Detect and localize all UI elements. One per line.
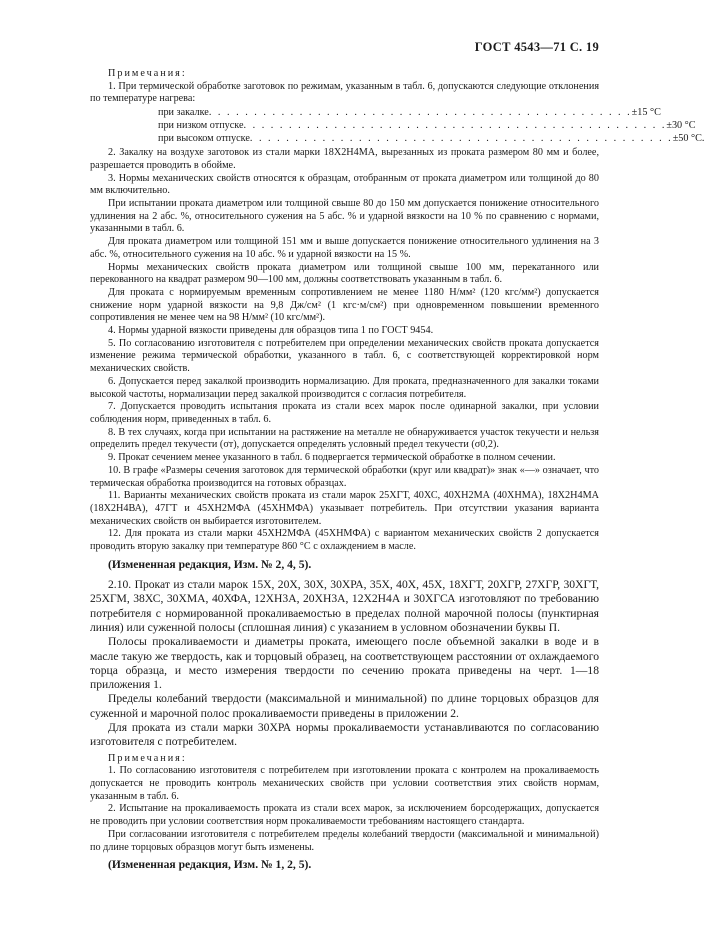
note-2: 2. Испытание на прокаливаемость проката из стали всех марок, за исключением борсодержащих, допускается не проводить при условии соответствия норм прокаливаемости требованиям настоящего стандарта. xyxy=(90,803,599,828)
temperature-tolerance-list xyxy=(158,107,704,145)
note-4: 4. Нормы ударной вязкости приведены для образцов типа 1 по ГОСТ 9454. xyxy=(108,325,434,337)
page-header: ГОСТ 4543—71 С. 19 xyxy=(474,40,599,54)
note-1: 1. По согласованию изготовителя с потребителем при изготовлении проката с контролем на прокаливаемость допускается не проводить контроль механических свойств при условии соответствия этих свойств нормам, указанным в табл. 6. xyxy=(90,765,599,802)
temp-row: при низком отпуске . . . . . . . . . . . . . . . . . . . . . . . . . . . . . . . . . . . . . . . . . . . . . . . ±30 °С xyxy=(158,119,696,131)
clause-2-10-paragraph: Полосы прокаливаемости и диаметры проката, имеющего после объемной закалки в воде и в масле такую же твердость, как и торцовый образец, на соответствующем расстоянии от охлаждаемого торца образца, и место измерения твердости по сечению проката приведены на черт. 1—18 приложения 1. xyxy=(90,635,599,692)
note-1: 1. При термической обработке заготовок по режимам, указанным в табл. 6, допускаются следующие отклонения по температуре нагрева: xyxy=(90,80,599,105)
temp-label: при низком отпуске xyxy=(158,119,244,131)
temp-row: при высоком отпуске . . . . . . . . . . . . . . . . . . . . . . . . . . . . . . . . . . . . . . . . . . . . . . . ±50 °С. xyxy=(158,132,704,144)
temp-row: при закалке . . . . . . . . . . . . . . . . . . . . . . . . . . . . . . . . . . . . . . . . . . . . . . . ±15 °С xyxy=(158,107,661,119)
note-2-paragraph: При согласовании изготовителя с потребителем пределы колебаний твердости (максимальной и минимальной) по длине торцовых образцов могут быть изменены. xyxy=(90,828,599,853)
note-5: 5. По согласованию изготовителя с потребителем при определении механических свойств проката допускается изменение режима термической обработки, указанного в табл. 6, с соответствующей корректировкой норм механических свойств. xyxy=(90,337,599,375)
note-12: 12. Для проката из стали марки 45ХН2МФА (45ХНМФА) с вариантом механических свойств 2 допускается проводить вторую закалку при температуре 860 °С с охлаждением в масле. xyxy=(90,528,599,553)
clause-2-10-paragraph: Пределы колебаний твердости (максимальной и минимальной) по длине торцовых образцов для суженной и марочной полос прокаливаемости приведены в приложении 2. xyxy=(90,692,599,720)
clause-2-10: 2.10. Прокат из стали марок 15Х, 20Х, 30Х, 30ХРА, 35Х, 40Х, 45Х, 18ХГТ, 20ХГР, 27ХГР, 30ХГТ, 25ХГМ, 38ХС, 30ХМА, 40ХФА, 12ХН3А, 20ХН3А, 12Х2Н4А и 30ХГСА изготовляют по требованию потребителя с нормированной прокаливаемостью в пределах полной марочной полосы (пунктирная линия) или суженной полосы (сплошная линия) с указанием в условном обозначении буквы П. xyxy=(90,578,599,634)
note-11: 11. Варианты механических свойств проката из стали марок 25ХГТ, 40ХС, 40ХН2МА (40ХНМА), 18Х2Н4МА (18Х2Н4ВА), 47ГТ и 45ХН2МФА (45ХНМФА) указывает потребитель. При отсутствии указания варианта механических свойств он выбирается изготовителем. xyxy=(90,490,599,527)
temp-value: ±50 °С. xyxy=(672,132,704,144)
amendment-note: (Измененная редакция, Изм. № 1, 2, 5). xyxy=(108,858,312,872)
temp-label: при закалке xyxy=(158,107,209,119)
note-3: 3. Нормы механических свойств относятся к образцам, отобранным от проката диаметром или толщиной до 80 мм включительно. xyxy=(90,172,599,197)
temp-value: ±15 °С xyxy=(631,107,661,119)
notes-caption: Примечания: xyxy=(108,68,187,79)
notes-caption: Примечания: xyxy=(108,752,187,764)
temp-label: при высоком отпуске xyxy=(158,132,250,144)
note-3-paragraph: При испытании проката диаметром или толщиной свыше 80 до 150 мм допускается понижение относительного удлинения на 2 абс. %, относительного сужения на 5 абс. % и ударной вязкости на 10 % по сравнению с нормами, указанными в табл. 6. xyxy=(90,198,599,235)
note-2: 2. Закалку на воздухе заготовок из стали марки 18Х2Н4МА, вырезанных из проката размером 80 мм и более, разрешается проводить в обойме. xyxy=(90,147,599,171)
note-3-paragraph: Для проката диаметром или толщиной 151 мм и выше допускается понижение относительного удлинения на 3 абс. %, относительного сужения на 10 абс. % и ударной вязкости на 15 %. xyxy=(90,236,599,260)
clause-2-10-paragraph: Для проката из стали марки 30ХРА нормы прокаливаемости устанавливаются по согласованию изготовителя с потребителем. xyxy=(90,720,599,749)
note-6: 6. Допускается перед закалкой производить нормализацию. Для проката, предназначенного для закалки токами высокой частоты, нормализации перед закалкой производится с согласия потребителя. xyxy=(90,375,599,400)
note-9: 9. Прокат сечением менее указанного в табл. 6 подвергается термической обработке в полном сечении. xyxy=(108,452,556,464)
temp-value: ±30 °С xyxy=(666,119,696,131)
note-3-paragraph: Нормы механических свойств проката диаметром или толщиной свыше 100 мм, перекатанного или перекованного на квадрат размером 90—100 мм, должны соответствовать указанным в табл. 6. xyxy=(90,261,599,286)
amendment-note: (Измененная редакция, Изм. № 2, 4, 5). xyxy=(108,557,312,571)
note-3-paragraph: Для проката с нормируемым временным сопротивлением не менее 1180 Н/мм² (120 кгс/мм²) допускается снижение норм ударной вязкости на 9,8 Дж/см² (1 кгс·м/см²) при одновременном повышении временного сопротивления не менее чем на 98 Н/мм² (10 кгс/мм²). xyxy=(90,286,599,324)
note-10: 10. В графе «Размеры сечения заготовок для термической обработки (круг или квадрат)» знак «—» означает, что термическая обработка производится на готовых образцах. xyxy=(90,464,599,489)
note-8: 8. В тех случаях, когда при испытании на растяжение на металле не обнаруживается участок текучести и нельзя определить предел текучести (σт), допускается определять условный предел текучести (σ0,2). xyxy=(90,426,599,451)
note-7: 7. Допускается проводить испытания проката из стали всех марок после одинарной закалки, при условии соблюдения норм, приведенных в табл. 6. xyxy=(90,401,599,425)
